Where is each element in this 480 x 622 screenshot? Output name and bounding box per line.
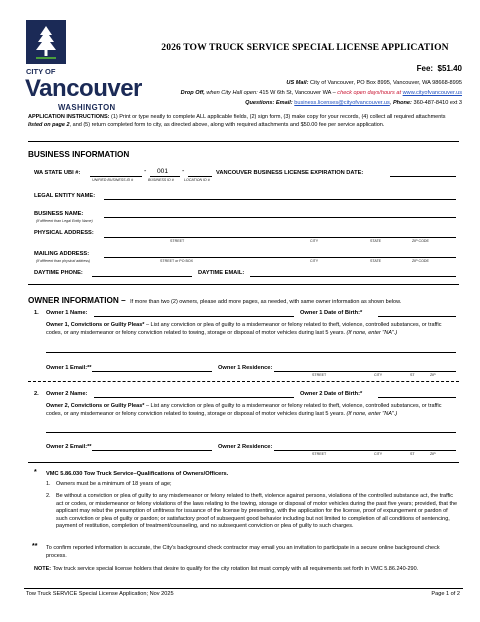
city-logo: [25, 20, 142, 122]
legal-entity-label: LEGAL ENTITY NAME:: [34, 193, 96, 199]
ubi-dash-1: -: [144, 168, 147, 175]
ubi-field[interactable]: [90, 176, 142, 177]
note-star: *: [34, 469, 37, 476]
owner2-residence-field[interactable]: [274, 450, 456, 451]
owner1-convictions-field[interactable]: [46, 352, 456, 353]
owner2-convictions-field[interactable]: [46, 432, 456, 433]
owner2-zip-cap: ZIP: [430, 452, 436, 456]
owner1-name-field[interactable]: [94, 316, 294, 317]
owner2-convictions-desc: – List any conviction or plea of guilty to a misdemeanor or felony related to theft, violence, controlled substances, or traffic codes, or any misdemeanor or felony conviction related to towing, storage or disposal of motor vehicles during last 5 years.: [46, 403, 442, 417]
mailing-address-label: MAILING ADDRESS:: [34, 251, 90, 257]
vmc-item1: Owners must be a minimum of 18 years of age;: [56, 481, 172, 487]
owner2-street-cap: STREET: [312, 452, 327, 456]
physical-state-cap: STATE: [370, 239, 382, 243]
owner1-name-label: Owner 1 Name:: [46, 310, 88, 316]
email-label: Email:: [275, 100, 293, 106]
mailing-zip-cap: ZIP CODE: [412, 259, 429, 263]
owner2-state-cap: ST: [410, 452, 415, 456]
owner2-city-cap: CITY: [374, 452, 383, 456]
owner1-city-cap: CITY: [374, 373, 383, 377]
ubi-dash-2: -: [182, 168, 185, 175]
logo-vancouver: Vancouver: [25, 75, 142, 102]
owner1-num: 1.: [34, 310, 39, 316]
business-name-sub: (If different than Legal Entity Name): [36, 219, 93, 223]
ubi-sub-location: LOCATION ID #: [184, 178, 210, 182]
owner2-convictions-label: Owner 2, Convictions or Guilty Pleas*: [46, 403, 145, 409]
owner1-zip-cap: ZIP: [430, 373, 436, 377]
owner-separator: [28, 381, 459, 382]
mail-text: City of Vancouver, PO Box 8995, Vancouver, WA 98668-8995: [310, 80, 462, 86]
divider: [28, 141, 459, 142]
owner1-convictions-label: Owner 1, Convictions or Guilty Pleas*: [46, 322, 145, 328]
owner2-name-field[interactable]: [94, 397, 294, 398]
email-link[interactable]: business.licenses@cityofvancouver.us: [294, 100, 390, 106]
note-line: [34, 566, 458, 574]
mailing-address-field[interactable]: [104, 257, 456, 258]
business-name-label: BUSINESS NAME:: [34, 211, 84, 217]
note-label: NOTE:: [34, 566, 52, 572]
owner1-dob-label: Owner 1 Date of Birth:*: [300, 310, 363, 316]
vmc-item2-num: 2.: [46, 493, 51, 499]
form-title: 2026 TOW TRUCK SERVICE SPECIAL LICENSE APPLICATION: [161, 42, 449, 53]
daytime-email-label: DAYTIME EMAIL:: [198, 270, 245, 276]
owner2-residence-label: Owner 2 Residence:: [218, 444, 273, 450]
daytime-phone-field[interactable]: [92, 276, 192, 277]
vmc-item2: Be without a conviction or plea of guilty to any misdemeanor or felony related to theft, violence against persons, violations of the controlled substance act, the traffic act or codes, or misdemeanor or felony violations of the laws relating to the towing, storage or disposal of motor vehicles during the past five years; provided, that the applicant may rebut the presumption of unfitness for issuance of the license by presenting, with the application for the license, proof of expungement or pardon of such conviction or plea of guilty or pardon; or satisfactory proof of subsequent good behavior including but not limited to completion of all conditions of sentencing, payment of restitution, completion of treatment/counseling, and no subsequent conviction or plea of guilty to such charges.: [56, 493, 458, 530]
footer-divider: [24, 588, 463, 589]
owner2-email-field[interactable]: [92, 450, 212, 451]
owner1-email-label: Owner 1 Email:**: [46, 365, 92, 371]
mailing-address-sub: (If different than physical address): [36, 259, 91, 263]
note-dstar: **: [32, 543, 38, 550]
city-website-link[interactable]: www.cityofvancouver.us: [402, 90, 462, 96]
ubi-sub-business: BUSINESS ID #: [148, 178, 174, 182]
mailing-street-cap: STREET or PO BOX: [160, 259, 194, 263]
physical-city-cap: CITY: [310, 239, 319, 243]
dropoff-label: Drop Off,: [180, 90, 205, 96]
expiration-label: VANCOUVER BUSINESS LICENSE EXPIRATION DATE:: [216, 170, 364, 176]
ubi-label: WA STATE UBI #:: [34, 170, 81, 176]
owner2-num: 2.: [34, 391, 39, 397]
mailing-state-cap: STATE: [370, 259, 382, 263]
dropoff-hours-note: check open days/hours at: [337, 90, 402, 96]
phone-label: Phone:: [392, 100, 412, 106]
ubi-location-id-field[interactable]: [188, 176, 212, 177]
vmc-title: VMC 5.86.030 Tow Truck Service–Qualifications of Owners/Officers.: [46, 471, 229, 477]
mail-label: US Mail:: [286, 80, 309, 86]
owner2-convictions-note: (If none, enter "NA".): [346, 410, 398, 417]
owner1-residence-label: Owner 1 Residence:: [218, 365, 273, 371]
ubi-sub-unified: UNIFIED BUSINESS ID #: [92, 178, 134, 182]
mail-line: [286, 80, 462, 86]
owner-heading-line: [28, 290, 401, 308]
owner1-convictions-desc: – List any conviction or plea of guilty to a misdemeanor or felony related to theft, violence, controlled substances, or traffic codes, or any misdemeanor or felony conviction related to towing, storage or disposal of motor vehicles during last 5 years.: [46, 322, 442, 336]
owner-heading: OWNER INFORMATION –: [28, 296, 126, 305]
dropoff-text: 415 W 6th St, Vancouver WA –: [259, 90, 336, 96]
owner1-email-field[interactable]: [92, 371, 212, 372]
logo-washington: WASHINGTON: [58, 103, 116, 112]
divider: [28, 284, 459, 285]
business-name-field[interactable]: [104, 217, 456, 218]
ubi-business-id-value: 001: [157, 168, 169, 175]
phone-number: 360-487-8410 ext 3: [413, 100, 462, 106]
application-instructions: [28, 113, 458, 129]
owner2-dob-label: Owner 2 Date of Birth:*: [300, 391, 363, 397]
daytime-email-field[interactable]: [250, 276, 456, 277]
footer-left: Tow Truck SERVICE Special License Application; Nov 2025: [26, 591, 174, 597]
physical-street-cap: STREET: [170, 239, 185, 243]
ubi-business-id-field[interactable]: [150, 176, 180, 177]
owner1-street-cap: STREET: [312, 373, 327, 377]
dropoff-when: when City Hall open:: [206, 90, 258, 96]
owner1-residence-field[interactable]: [274, 371, 456, 372]
instructions-part2: , and (5) return completed form to city, as directed above, along with required attachments and $50.00 fee per service application.: [69, 122, 385, 128]
owner1-convictions-text: [46, 322, 456, 337]
legal-entity-field[interactable]: [104, 199, 456, 200]
dropoff-line: [181, 90, 462, 96]
owner2-convictions-text: [46, 403, 456, 418]
instructions-heading: APPLICATION INSTRUCTIONS:: [28, 114, 110, 120]
expiration-field[interactable]: [390, 176, 456, 177]
fee-label: Fee:: [416, 64, 434, 73]
instructions-part1: (1) Print or type neatly to complete ALL applicable fields, (2) sign form, (3) make copy for your records, (4) collect all required attachments: [111, 114, 446, 120]
footer-right: Page 1 of 2: [431, 591, 460, 597]
instructions-listed: listed on page 2: [28, 122, 70, 128]
note-text: Tow truck service special license holders that desire to qualify for the city rotation list must comply with all requirements set forth in VMC 5.86.240-290.: [52, 566, 419, 572]
daytime-phone-label: DAYTIME PHONE:: [34, 270, 83, 276]
business-heading: BUSINESS INFORMATION: [28, 150, 130, 159]
owner2-name-label: Owner 2 Name:: [46, 391, 88, 397]
physical-zip-cap: ZIP CODE: [412, 239, 429, 243]
questions-line: Questions: Email: business.licenses@cityofvancouver.us, Phone: 360-487-8410 ext 3: [245, 100, 462, 106]
owner-heading-note: If more than two (2) owners, please add more pages, as needed, with same owner information as shown below.: [130, 299, 402, 305]
mailing-city-cap: CITY: [310, 259, 319, 263]
physical-address-field[interactable]: [104, 237, 456, 238]
vmc-item1-num: 1.: [46, 481, 51, 487]
owner2-email-label: Owner 2 Email:**: [46, 444, 92, 450]
owner1-state-cap: ST: [410, 373, 415, 377]
logo-city-of: CITY OF: [26, 67, 56, 76]
fee-amount: $51.40: [437, 64, 462, 73]
physical-address-label: PHYSICAL ADDRESS:: [34, 230, 94, 236]
owner1-dob-field[interactable]: [378, 316, 456, 317]
divider: [28, 462, 459, 463]
owner2-dob-field[interactable]: [378, 397, 456, 398]
fee: [417, 64, 462, 73]
questions-label: Questions:: [245, 100, 275, 106]
owner1-convictions-note: (If none, enter "NA".): [346, 329, 398, 336]
email-note: To confirm reported information is accurate, the City's background check contractor may email you an invitation to participate in a secure online background check process.: [46, 545, 440, 559]
